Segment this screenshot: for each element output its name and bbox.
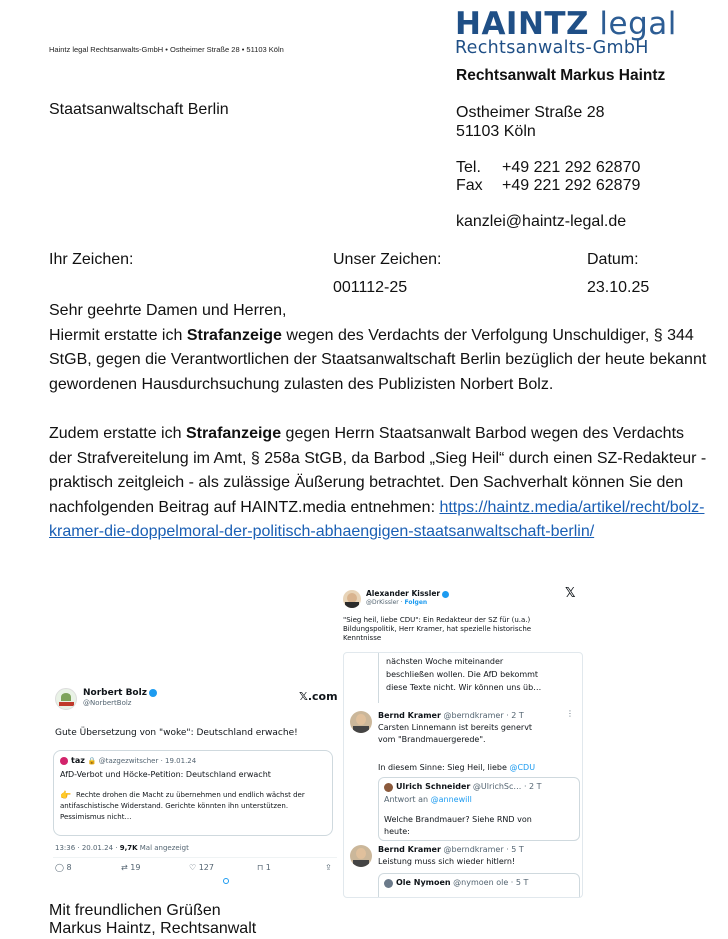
tweet-text-1: "Sieg heil, liebe CDU": Ein Redakteur der SZ für (u.a.) xyxy=(343,616,531,624)
author-handle: @DrKissler xyxy=(366,599,399,606)
tweet-text-2: Bildungspolitik, Herr Kramer, hat spezielle historische xyxy=(343,625,532,633)
share-icon[interactable]: ⇪ xyxy=(325,863,332,872)
kramer-text-3: In diesem Sinne: Sieg Heil, liebe @CDU xyxy=(378,763,536,772)
author-name: Norbert Bolz xyxy=(83,688,157,698)
kramer2-text: Leistung muss sich wieder hitlern! xyxy=(378,857,516,866)
author-handle: @NorbertBolz xyxy=(83,699,132,707)
verified-icon xyxy=(149,689,157,697)
quoted-tweet[interactable]: taz 🔒 @tazgezwitscher · 19.01.24 AfD-Verbot und Höcke-Petition: Deutschland erwacht 👉 Rechte drohen die Macht zu übernehmen und endlich wächst der antifaschistische Widerstand. Gerichte könnten ihn unterstützen. Pessimismus nicht… xyxy=(53,750,333,836)
paragraph-1 xyxy=(49,324,709,398)
cdu-mention[interactable]: @CDU xyxy=(509,763,536,772)
kramer-avatar-2 xyxy=(350,845,372,867)
logo-subtitle: Rechtsanwalts-GmbH xyxy=(455,38,649,58)
fax-label: Fax xyxy=(456,177,483,194)
schneider-text-2: heute: xyxy=(384,827,410,836)
nymoen-avatar xyxy=(384,879,393,888)
street: Ostheimer Straße 28 xyxy=(456,104,605,121)
kramer2-handle: @berndkramer · 5 T xyxy=(443,845,524,854)
prev-text-3: diese Texte nicht. Wir können uns üb… xyxy=(386,683,542,692)
hand-icon: 👉 xyxy=(60,791,72,801)
tweet-alexander-kissler: Alexander Kissler @DrKissler · Folgen 𝕏 "Sieg heil, liebe CDU": Ein Redakteur der SZ für (u.a.) Bildungspolitik, Herr Kramer, hat spezielle historische Kenntnisse nächsten Woche miteinander beschließen wollen. Die AfD bekommt diese Texte nicht. Wir können uns üb… Bernd Kramer @berndkramer · 2 T ⋮ Carsten Linnemann ist bereits genervt vom "Brandmauergerede". In diesem Sinne: Sieg Heil, liebe @CDU Ulrich Schneider @UlrichSc… · 2 T Antwort an @annewill Welche Brandmauer? Siehe RND von heute: Bernd Kramer @berndkramer · 5 T Leistung muss sich wieder hitlern! Ole Nymoen @nymoen ole · 5 T xyxy=(341,580,584,898)
quote-name: taz xyxy=(71,756,85,765)
email: kanzlei@haintz-legal.de xyxy=(456,213,627,230)
p1-text-a: Hiermit erstatte ich xyxy=(49,326,187,344)
embedded-thread xyxy=(343,652,583,898)
retweet-button[interactable]: ⇄ 19 xyxy=(121,863,141,872)
closing-signature: Markus Haintz, Rechtsanwalt xyxy=(49,920,257,937)
author-name: Alexander Kissler xyxy=(366,589,449,598)
x-logo-icon: 𝕏.com xyxy=(299,690,338,703)
schneider-avatar xyxy=(384,783,393,792)
quote-handle: @tazgezwitscher · 19.01.24 xyxy=(98,757,197,765)
nymoen-handle: @nymoen ole · 5 T xyxy=(453,878,529,887)
paragraph-2 xyxy=(49,422,709,545)
kramer-handle: @berndkramer · 2 T xyxy=(443,711,524,720)
avatar xyxy=(55,688,77,710)
quote-title: AfD-Verbot und Höcke-Petition: Deutschland erwacht xyxy=(60,770,271,779)
verified-icon xyxy=(442,591,449,598)
datum-label: Datum: xyxy=(587,251,639,268)
x-logo-icon: 𝕏 xyxy=(565,586,576,601)
quoted-nymoen[interactable] xyxy=(378,873,580,898)
kramer-name: Bernd Kramer xyxy=(378,711,441,720)
sender-line: Haintz legal Rechtsanwalts-GmbH • Ostheimer Straße 28 • 51103 Köln xyxy=(49,45,284,54)
p2-text-a: Zudem erstatte ich xyxy=(49,424,186,442)
quote-body-3: Pessimismus nicht… xyxy=(60,813,132,821)
like-button[interactable]: ♡ 127 xyxy=(189,863,214,872)
loading-dot xyxy=(223,878,229,884)
bookmark-button[interactable]: ⊓ 1 xyxy=(257,863,271,872)
p2-strafanzeige: Strafanzeige xyxy=(185,424,282,442)
unser-zeichen-value: 001112-25 xyxy=(333,279,408,296)
kramer-text-2: vom "Brandmauergerede". xyxy=(378,735,486,744)
p2-text-b: gegen Herrn Staatsanwalt Barbod wegen des Verdachts der Strafvereitelung im Amt, § 258a StGB, da Barbod „Sieg Heil“ durch einen SZ-Redakteur - praktisch zeitgleich - als zulässige Äußerung betrachtet. Den Sachverhalt können Sie den nachfolgenden Beitrag auf HAINTZ.media entnehmen: xyxy=(49,424,707,516)
quote-body-2: antifaschistische Widerstand. Gerichte könnten ihn unterstützen. xyxy=(60,802,289,810)
tel-label: Tel. xyxy=(456,159,481,176)
quote-body-1: Rechte drohen die Macht zu übernehmen und endlich wächst der xyxy=(76,791,305,799)
follow-button[interactable]: Folgen xyxy=(404,599,428,606)
ihr-zeichen-label: Ihr Zeichen: xyxy=(49,251,134,268)
article-link[interactable]: https://haintz.media/artikel/recht/bolz-kramer-die-doppelmoral-der-politisch-abhaengigen-staatsanwaltschaft-berlin/ xyxy=(49,498,705,541)
nymoen-name: Ole Nymoen xyxy=(396,878,451,887)
datum-value: 23.10.25 xyxy=(587,279,650,296)
prev-text-2: beschließen wollen. Die AfD bekommt xyxy=(386,670,539,679)
more-icon[interactable]: ⋮ xyxy=(566,709,574,718)
quoted-reply[interactable]: Ulrich Schneider @UlrichSc… · 2 T Antwort an @annewill Welche Brandmauer? Siehe RND von heute: xyxy=(378,777,580,841)
schneider-text-1: Welche Brandmauer? Siehe RND von xyxy=(384,815,532,824)
p1-text-b: wegen des Verdachts der Verfolgung Unschuldiger, § 344 StGB, gegen die Verantwortlichen der Staatsanwaltschaft Berlin bezüglich der heute bekannt gewordenen Hausdurchsuchung zulasten des Publizisten Norbert Bolz. xyxy=(49,326,707,393)
unser-zeichen-label: Unser Zeichen: xyxy=(333,251,442,268)
lawyer-name: Rechtsanwalt Markus Haintz xyxy=(456,67,666,84)
avatar xyxy=(343,590,361,608)
fax-number: +49 221 292 62879 xyxy=(502,177,641,194)
tweet-text: Gute Übersetzung von "woke": Deutschland erwache! xyxy=(55,728,298,738)
reply-button[interactable]: ◯ 8 xyxy=(55,863,72,872)
schneider-handle: @UlrichSc… · 2 T xyxy=(472,782,542,791)
kramer-avatar xyxy=(350,711,372,733)
recipient: Staatsanwaltschaft Berlin xyxy=(49,101,229,118)
kramer-text-1: Carsten Linnemann ist bereits genervt xyxy=(378,723,533,732)
p1-strafanzeige: Strafanzeige xyxy=(186,326,282,344)
closing-greeting: Mit freundlichen Grüßen xyxy=(49,902,221,919)
schneider-name: Ulrich Schneider xyxy=(396,782,471,791)
logo-main-light: legal xyxy=(599,6,677,42)
taz-avatar xyxy=(60,757,68,765)
company-logo xyxy=(455,6,677,42)
tweet-norbert-bolz xyxy=(47,682,342,887)
kramer2-name: Bernd Kramer xyxy=(378,845,441,854)
tel-number: +49 221 292 62870 xyxy=(502,159,641,176)
letter-body xyxy=(49,299,709,545)
logo-main-bold: HAINTZ xyxy=(455,6,590,42)
closing xyxy=(49,902,256,938)
salutation: Sehr geehrte Damen und Herren, xyxy=(49,302,287,319)
tweet-text-3: Kenntnisse xyxy=(343,634,382,642)
prev-text-1: nächsten Woche miteinander xyxy=(386,657,504,666)
tweet-meta: 13:36 · 20.01.24 · 9,7K Mal angezeigt xyxy=(55,844,189,852)
annewill-mention[interactable]: @annewill xyxy=(430,795,472,804)
city: 51103 Köln xyxy=(456,123,536,140)
